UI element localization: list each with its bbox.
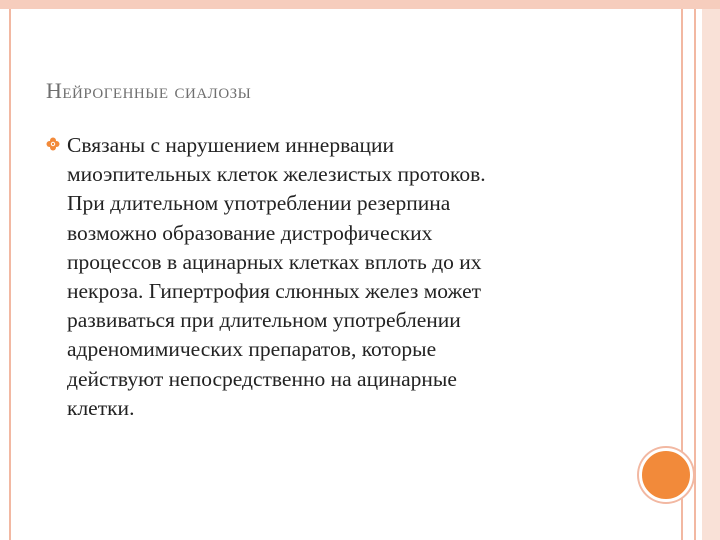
decorative-circle	[639, 448, 693, 502]
flower-bullet-icon	[46, 137, 60, 151]
bullet-line: При длительном употреблении резерпина	[67, 191, 451, 216]
bullet-text	[67, 131, 642, 423]
frame-right-line-inner	[694, 9, 696, 540]
slide-title: Нейрогенные сиалозы	[46, 78, 252, 103]
bullet-line: некроза. Гипертрофия слюнных желез может	[67, 279, 482, 304]
frame-left-line	[9, 9, 11, 540]
bullet-line: развиваться при длительном употреблении	[67, 308, 461, 333]
bullet-line: процессов в ацинарных клетках вплоть до их	[67, 249, 482, 274]
bullet-line: Связаны с нарушением иннервации	[67, 133, 395, 157]
bullet-line: клетки.	[67, 395, 135, 420]
bullet-line: адреномимических препаратов, которые	[67, 337, 437, 362]
frame-top-band	[0, 0, 720, 9]
bullet-line: миоэпительных клеток железистых протоков.	[67, 162, 486, 187]
bullet-line: возможно образование дистрофических	[67, 220, 433, 245]
bullet-line: действуют непосредственно на ацинарные	[67, 366, 457, 391]
frame-right-band	[702, 9, 720, 540]
